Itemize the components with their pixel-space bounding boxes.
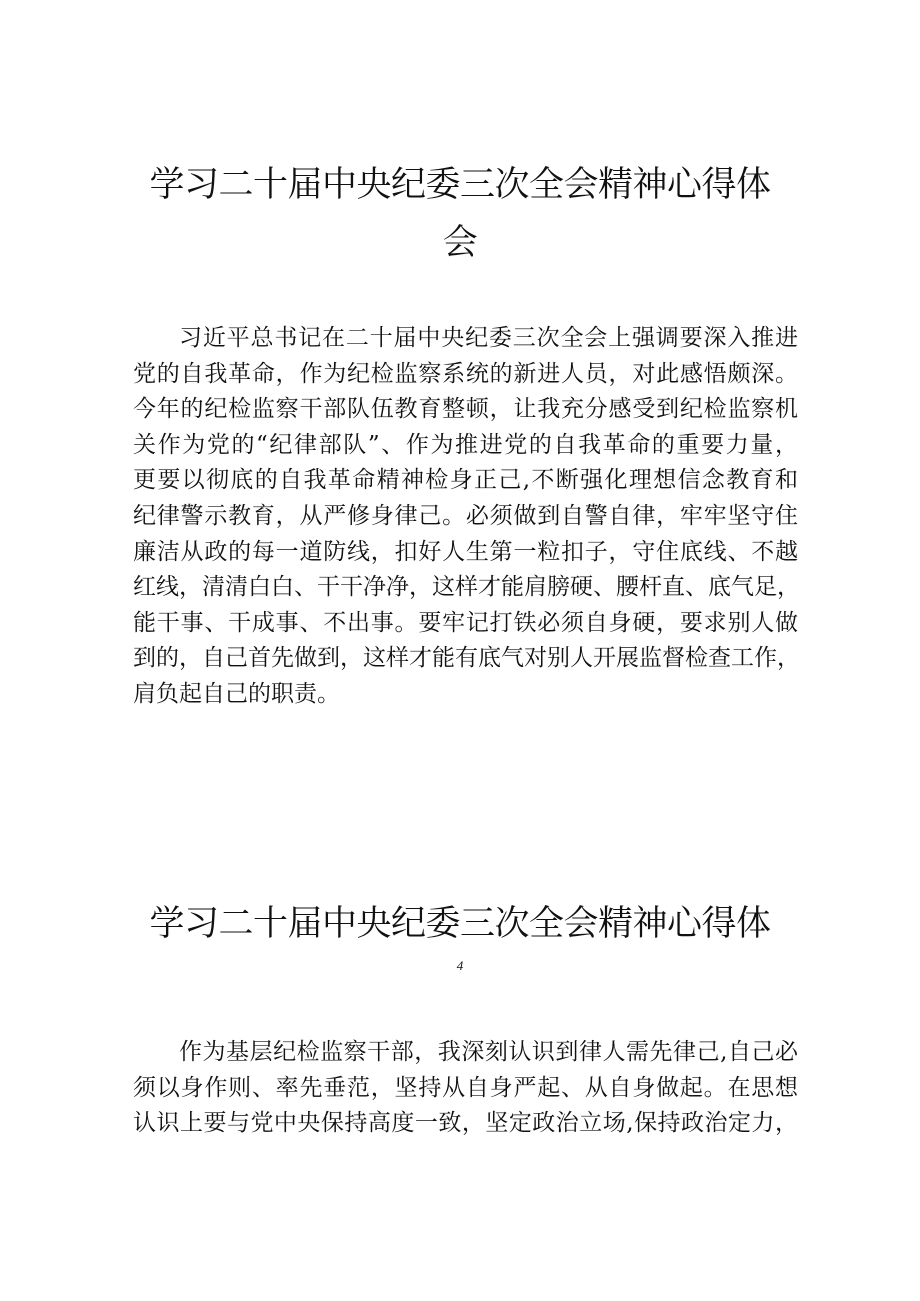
paragraph-line: 党的自我革命，作为纪检监察系统的新进人员，对此感悟颇深。 — [133, 360, 798, 387]
title-line: 学习二十届中央纪委三次全会精神心得体 — [149, 165, 771, 205]
paragraph-line: 更要以彻底的自我革命精神检身正己,不断强化理想信念教育和 — [133, 467, 798, 494]
article-paragraph-1 — [133, 321, 798, 713]
paragraph-line: 红线，清清白白、干干净净，这样才能肩膀硬、腰杆直、底气足， — [133, 574, 800, 601]
paragraph-line: 肩负起自己的职责。 — [133, 680, 340, 707]
paragraph-line: 廉洁从政的每一道防线，扣好人生第一粒扣子，守住底线、不越 — [133, 538, 798, 565]
paragraph-line: 认识上要与党中央保持高度一致，坚定政治立场,保持政治定力， — [133, 1110, 798, 1137]
title-line: 学习二十届中央纪委三次全会精神心得体 — [149, 904, 771, 944]
paragraph-line: 到的，自己首先做到，这样才能有底气对别人开展监督检查工作， — [133, 645, 800, 672]
paragraph-line: 关作为党的“纪律部队”、作为推进党的自我革命的重要力量， — [133, 431, 798, 458]
article-title-2 — [90, 895, 830, 953]
article-paragraph-2 — [133, 1035, 798, 1142]
title-line: 会 — [442, 223, 478, 263]
article-title-1 — [90, 156, 830, 272]
paragraph-line: 作为基层纪检监察干部，我深刻认识到律人需先律己,自己必 — [179, 1039, 798, 1065]
paragraph-line: 习近平总书记在二十届中央纪委三次全会上强调要深入推进 — [179, 325, 798, 351]
page-number: 4 — [456, 958, 464, 973]
paragraph-line: 纪律警示教育，从严修身律己。必须做到自警自律，牢牢坚守住 — [133, 502, 798, 529]
paragraph-line: 能干事、干成事、不出事。要牢记打铁必须自身硬，要求别人做 — [133, 609, 798, 636]
paragraph-line: 须以身作则、率先垂范，坚持从自身严起、从自身做起。在思想 — [133, 1074, 798, 1101]
paragraph-line: 今年的纪检监察干部队伍教育整顿，让我充分感受到纪检监察机 — [133, 396, 798, 423]
